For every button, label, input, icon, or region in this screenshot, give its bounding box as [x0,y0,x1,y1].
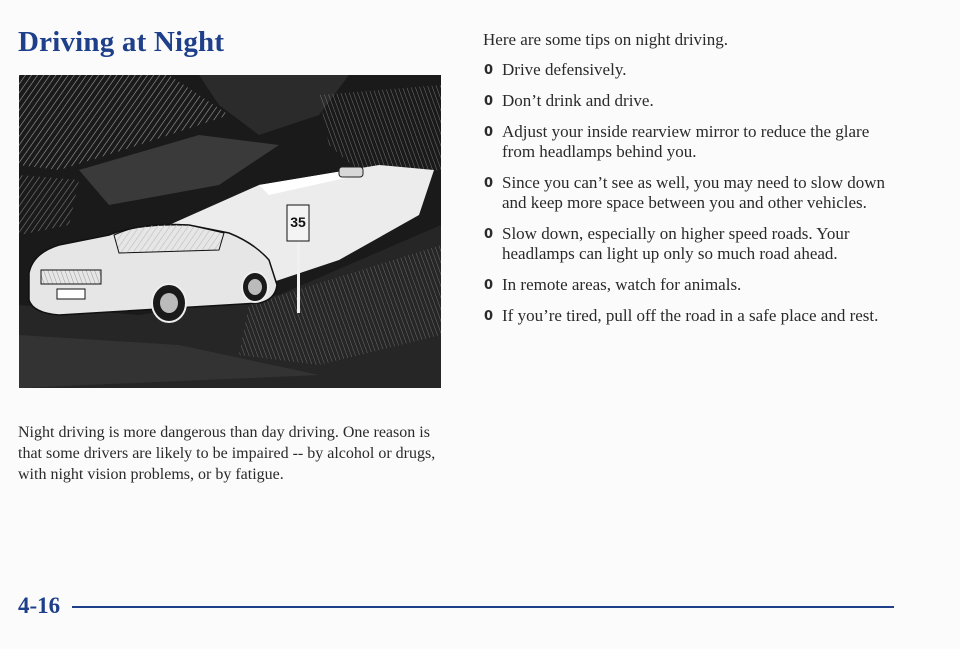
list-item [483,306,903,326]
bullet-icon: 0 [484,278,494,293]
intro-paragraph: Night driving is more dangerous than day driving. One reason is that some drivers are likely to be impaired -- by alcohol or drugs, with night vision problems, or by fatigue. [18,424,436,483]
tip-text: Adjust your inside rearview mirror to reduce the glare from headlamps behind you. [502,122,870,161]
bullet-icon: 0 [484,309,494,324]
list-item [483,173,903,213]
list-item [483,275,903,295]
tips-lead: Here are some tips on night driving. [483,30,729,49]
night-driving-illustration [19,75,441,388]
list-item [483,122,903,162]
tip-text: Don’t drink and drive. [502,91,654,110]
speed-limit-sign-text: 35 [290,214,306,230]
list-item [483,224,903,264]
tip-text: In remote areas, watch for animals. [502,275,742,294]
page-title: Driving at Night [18,26,225,58]
bullet-icon: 0 [484,176,494,191]
tip-text: Slow down, especially on higher speed roads. Your headlamps can light up only so much road ahead. [502,224,850,263]
tips-list [483,60,903,337]
tip-text: Drive defensively. [502,60,627,79]
bullet-icon: 0 [484,94,494,109]
sign-post [297,237,300,313]
night-driving-scene [19,75,441,388]
bullet-icon: 0 [484,125,494,140]
footer-rule [72,606,894,608]
list-item [483,91,903,111]
list-item [483,60,903,80]
distant-car-shape [339,167,363,177]
bullet-icon: 0 [484,227,494,242]
bullet-icon: 0 [484,63,494,78]
page-number: 4-16 [18,593,61,618]
tip-text: Since you can’t see as well, you may need to slow down and keep more space between you and other vehicles. [502,173,886,212]
tip-text: If you’re tired, pull off the road in a safe place and rest. [502,306,879,325]
